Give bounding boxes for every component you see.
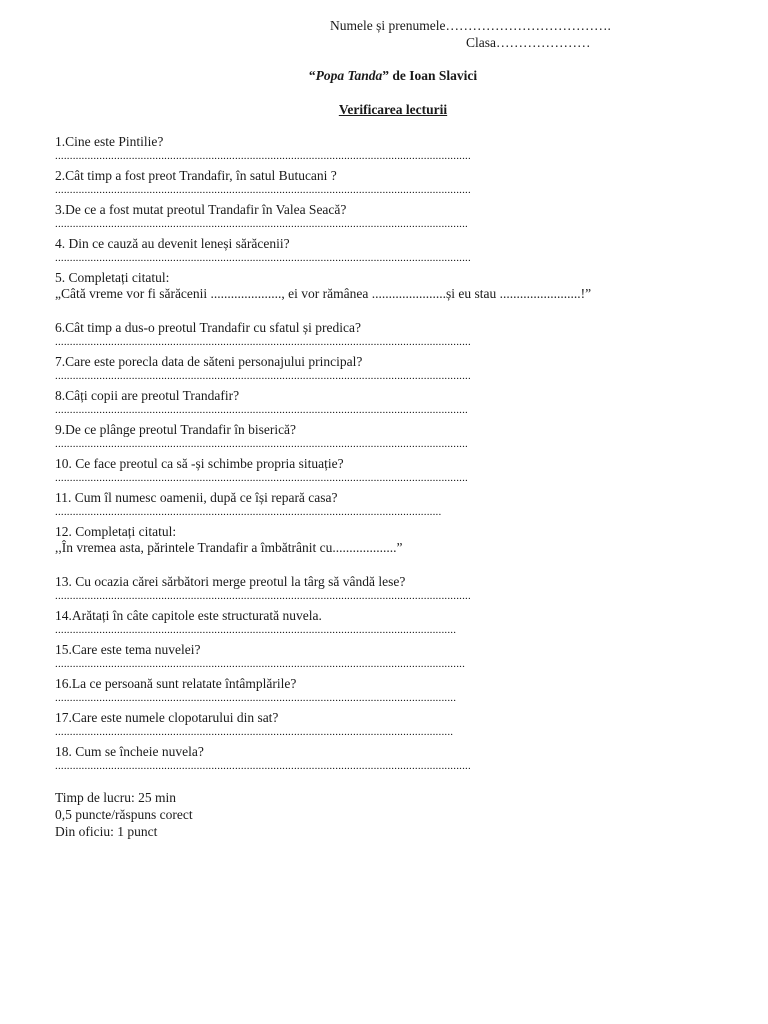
question-text: 16.La ce persoană sunt relatate întâmplările? [55, 676, 297, 691]
quote-completion-line[interactable]: „Câtă vreme vor fi sărăcenii ....................., ei vor rămânea ......................și eu stau ........................!” [55, 286, 592, 301]
question-text: 10. Ce face preotul ca să -și schimbe propria situație? [55, 456, 344, 471]
question-item [55, 456, 468, 488]
question-item [55, 608, 456, 640]
footer-info [55, 789, 193, 840]
question-item [55, 388, 468, 420]
answer-line[interactable]: ........................................................................................................................................... [55, 658, 466, 670]
question-item [55, 354, 471, 386]
name-field-label: Numele și prenumele………………………………. [330, 18, 611, 33]
title-open-quote: “ [308, 68, 316, 83]
answer-line[interactable]: ............................................................................................................................................ [55, 218, 468, 230]
question-item [55, 168, 471, 200]
answer-line[interactable]: ............................................................................................................................................. [55, 760, 471, 772]
work-title: Popa Tanda [315, 68, 383, 83]
work-time: Timp de lucru: 25 min [55, 790, 177, 805]
answer-line[interactable]: ....................................................................................................................................... [55, 726, 454, 738]
answer-line[interactable]: ............................................................................................................................................. [55, 150, 471, 162]
question-item [55, 524, 403, 556]
question-text: 4. Din ce cauză au devenit leneși sărăcenii? [55, 236, 290, 251]
question-text: 17.Care este numele clopotarului din sat? [55, 710, 279, 725]
question-item [55, 490, 441, 522]
document-subtitle: Verificarea lecturii [338, 102, 448, 117]
answer-line[interactable]: ............................................................................................................................................. [55, 252, 471, 264]
answer-line[interactable]: ............................................................................................................................................. [55, 370, 471, 382]
question-item [55, 676, 456, 708]
question-item [55, 236, 471, 268]
quote-completion-line[interactable]: ,,În vremea asta, părintele Trandafir a îmbătrânit cu...................” [55, 540, 403, 555]
title-close-quote: ” [382, 68, 389, 83]
answer-line[interactable]: ............................................................................................................................................. [55, 184, 471, 196]
answer-line[interactable]: ........................................................................................................................................ [55, 692, 457, 704]
question-text: 18. Cum se încheie nuvela? [55, 744, 204, 759]
question-item [55, 710, 453, 742]
question-text: 7.Care este porecla data de săteni personajului principal? [55, 354, 363, 369]
question-text: 6.Cât timp a dus-o preotul Trandafir cu sfatul și predica? [55, 320, 361, 335]
answer-line[interactable]: ............................................................................................................................................ [55, 472, 468, 484]
question-item [55, 744, 471, 776]
answer-line[interactable]: ........................................................................................................................................ [55, 624, 457, 636]
question-item [55, 574, 471, 606]
question-item [55, 270, 591, 302]
question-item [55, 134, 471, 166]
author-name: de Ioan Slavici [389, 68, 478, 83]
points-per-answer: 0,5 puncte/răspuns corect [55, 807, 193, 822]
question-text: 3.De ce a fost mutat preotul Trandafir în Valea Seacă? [55, 202, 347, 217]
answer-line[interactable]: ............................................................................................................................................. [55, 590, 471, 602]
question-item [55, 642, 465, 674]
question-text: 1.Cine este Pintilie? [55, 134, 164, 149]
question-text: 9.De ce plânge preotul Trandafir în biserică? [55, 422, 297, 437]
question-text: 8.Câți copii are preotul Trandafir? [55, 388, 240, 403]
question-text: 5. Completați citatul: [55, 270, 170, 285]
question-text: 15.Care este tema nuvelei? [55, 642, 201, 657]
answer-line[interactable]: ............................................................................................................................................ [55, 404, 468, 416]
question-text: 11. Cum îl numesc oamenii, după ce își repară casa? [55, 490, 338, 505]
question-text: 2.Cât timp a fost preot Trandafir, în satul Butucani ? [55, 168, 337, 183]
question-item [55, 320, 471, 352]
question-item [55, 202, 468, 234]
class-field-label: Clasa………………… [466, 35, 591, 50]
document-title [0, 68, 768, 84]
question-text: 13. Cu ocazia cărei sărbători merge preotul la târg să vândă lese? [55, 574, 406, 589]
question-item [55, 422, 468, 454]
question-text: 14.Arătați în câte capitole este structurată nuvela. [55, 608, 322, 623]
question-text: 12. Completați citatul: [55, 524, 177, 539]
answer-line[interactable]: ................................................................................................................................... [55, 506, 442, 518]
answer-line[interactable]: ............................................................................................................................................ [55, 438, 468, 450]
answer-line[interactable]: ............................................................................................................................................. [55, 336, 471, 348]
office-points: Din oficiu: 1 punct [55, 824, 158, 839]
